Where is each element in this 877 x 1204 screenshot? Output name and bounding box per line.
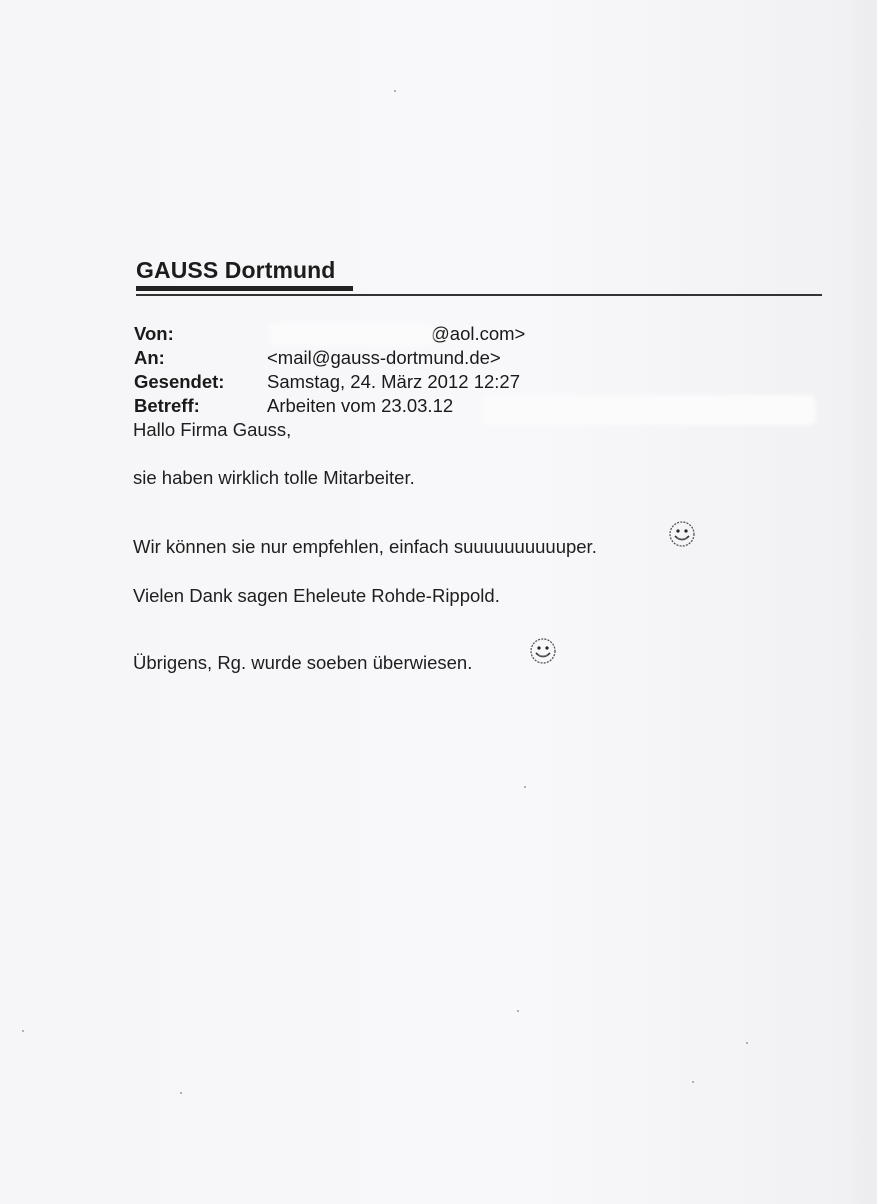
letterhead-company-name: GAUSS Dortmund <box>136 257 336 283</box>
smiley-face-icon <box>528 636 558 666</box>
letterhead-underline-bar <box>136 286 353 291</box>
scan-speck <box>746 1042 748 1044</box>
body-line-2: Wir können sie nur empfehlen, einfach suuuuuuuuuuper. <box>133 536 597 557</box>
greeting-line: Hallo Firma Gauss, <box>133 419 292 440</box>
subject-label: Betreff: <box>134 395 200 416</box>
body-line-4: Übrigens, Rg. wurde soeben überwiesen. <box>133 652 473 673</box>
to-value: <mail@gauss-dortmund.de> <box>267 347 501 368</box>
subject-value: Arbeiten vom 23.03.12 <box>267 395 454 416</box>
scan-speck <box>180 1092 182 1094</box>
redacted-subject-tail <box>485 398 813 422</box>
from-label: Von: <box>134 323 174 344</box>
from-value: @aol.com> <box>431 323 526 344</box>
scan-speck <box>692 1081 694 1083</box>
sent-value: Samstag, 24. März 2012 12:27 <box>267 371 520 392</box>
body-line-3: Vielen Dank sagen Eheleute Rohde-Rippold. <box>133 585 500 606</box>
scan-speck <box>517 1010 519 1012</box>
sent-label: Gesendet: <box>134 371 225 392</box>
scan-speck <box>524 786 526 788</box>
scan-speck <box>394 90 396 92</box>
scan-speck <box>22 1030 24 1032</box>
page-edge-shadow <box>851 0 877 1204</box>
body-line-1: sie haben wirklich tolle Mitarbeiter. <box>133 467 415 488</box>
to-label: An: <box>134 347 165 368</box>
redacted-sender-name <box>272 326 430 343</box>
smiley-face-icon <box>667 519 697 549</box>
letterhead-rule <box>136 294 822 296</box>
